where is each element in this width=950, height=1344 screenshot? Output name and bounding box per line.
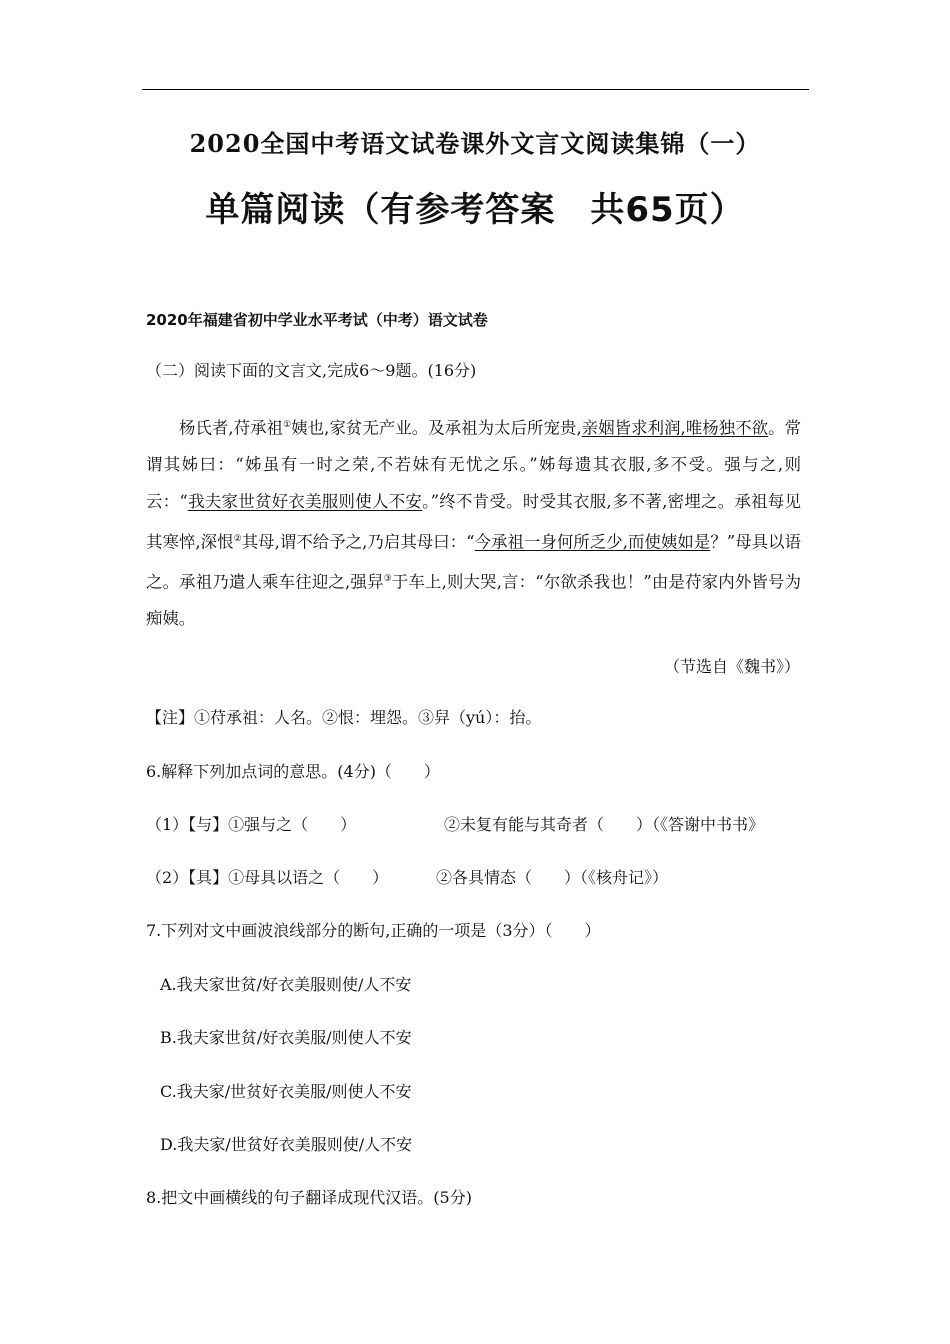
footnote-marker: ② xyxy=(233,533,242,544)
footnote-marker: ① xyxy=(283,420,292,430)
header-rule xyxy=(142,89,809,90)
underlined-sentence: 今承祖一身何所乏少,而使姨如是 xyxy=(474,532,711,552)
question-7-option-a: A.我夫家世贫/好衣美服则使/人不安 xyxy=(160,975,412,994)
passage-segment: 其母,谓不给予之,乃启其母曰：“ xyxy=(241,532,475,552)
footnote-marker: ③ xyxy=(383,573,392,584)
passage-segment: 。常谓其姊曰：“姊虽有一时之荣,不若妹有无忧之乐。”姊每遗其衣服,多不受。强与之,则云：“ xyxy=(146,418,802,511)
classical-passage xyxy=(146,407,801,638)
question-6-item-1a: （1）【与】①强与之（ ） xyxy=(146,815,357,834)
question-6-stem: 6.解释下列加点词的意思。(4分)（ ） xyxy=(146,762,440,781)
question-6-item-1b: ②未复有能与其奇者（ ）（《答谢中书书》 xyxy=(444,815,765,834)
question-6-item-2b: ②各具情态（ ）（《核舟记》） xyxy=(436,868,669,887)
document-title: 2020全国中考语文试卷课外文言文阅读集锦（一） xyxy=(189,129,761,158)
passage-segment: 于车上,则大哭,言：“尔欲杀我也！”由是苻家内外皆号为痴姨。 xyxy=(146,572,801,628)
question-7-stem: 7.下列对文中画波浪线部分的断句,正确的一项是（3分）（ ） xyxy=(146,921,601,940)
passage-source: （节选自《魏书》） xyxy=(663,657,800,676)
passage-segment: 杨氏者,苻承祖 xyxy=(179,418,284,438)
passage-segment: 姨也,家贫无产业。及承祖为太后所宠贵, xyxy=(291,418,582,438)
underlined-sentence: 亲姻皆求利润,唯杨独不欲 xyxy=(581,418,769,438)
question-6-item-2a: （2）【具】①母具以语之（ ） xyxy=(146,868,389,887)
wavy-line-sentence: 我夫家世贫好衣美服则使人不安 xyxy=(187,491,423,511)
question-7-option-d: D.我夫家/世贫好衣美服则使/人不安 xyxy=(160,1135,413,1154)
section-instruction: （二）阅读下面的文言文,完成6～9题。(16分) xyxy=(146,361,477,380)
question-8-stem: 8.把文中画横线的句子翻译成现代汉语。(5分) xyxy=(146,1188,472,1207)
exam-heading: 2020年福建省初中学业水平考试（中考）语文试卷 xyxy=(146,311,488,329)
question-7-option-c: C.我夫家/世贫好衣美服/则使人不安 xyxy=(160,1082,412,1101)
passage-segment: ？”母具以语之。承祖乃遣人乘车往迎之,强舁 xyxy=(146,532,801,592)
annotation-note: 【注】①苻承祖：人名。②恨：埋怨。③舁（yú）：抬。 xyxy=(146,708,542,727)
question-7-option-b: B.我夫家世贫/好衣美服/则使人不安 xyxy=(160,1028,412,1047)
document-subtitle: 单篇阅读（有参考答案 共65页） xyxy=(205,190,745,230)
passage-segment: 。”终不肯受。时受其衣服,多不著,密埋之。承祖每见其寒悴,深恨 xyxy=(146,491,801,552)
